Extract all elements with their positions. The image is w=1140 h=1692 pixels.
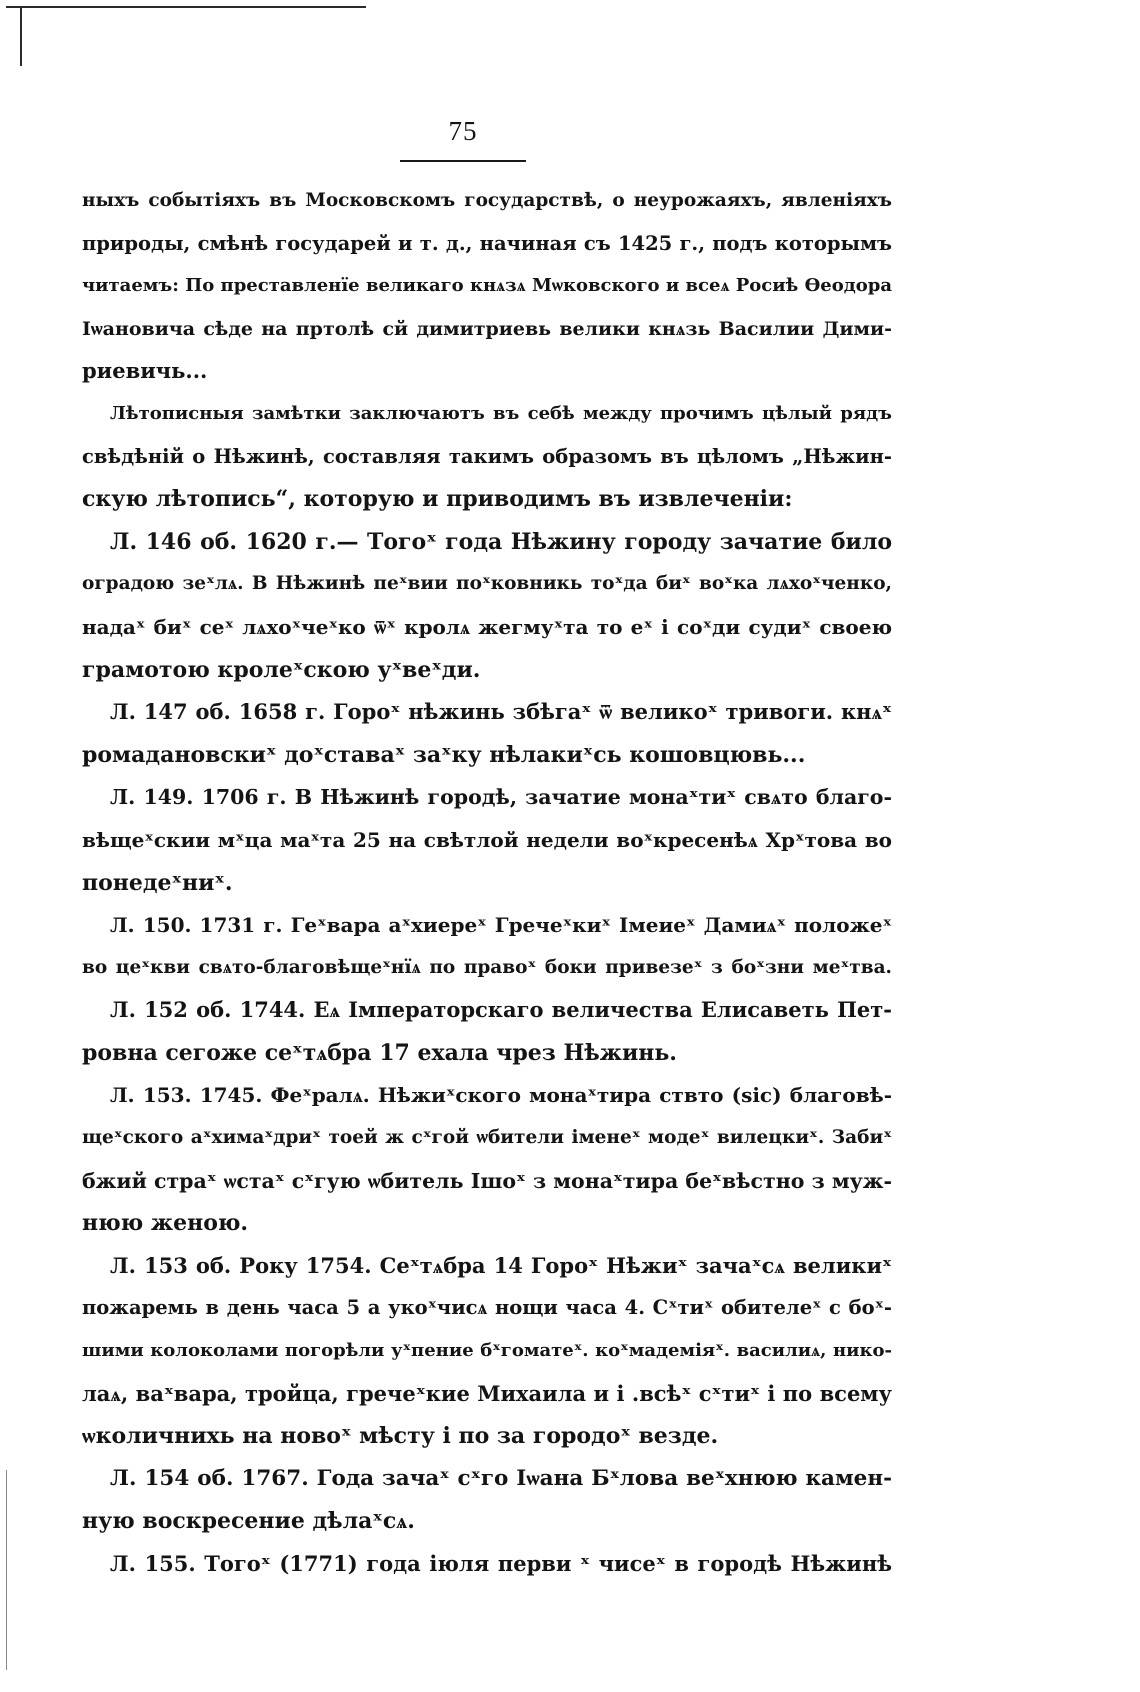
text-line-30: ѡколичниxь на новоˣ мѣсту і по за городоˣ везде. <box>82 1423 719 1450</box>
text-line-8: скую лѣтопись“, которую и приводимъ въ извлеченіи: <box>82 486 793 513</box>
text-line-20: Л. 152 об. 1744. Еѧ Імператорскаго величества Елисаветь Пет- <box>110 997 892 1023</box>
text-line-32: ную воскресение дѣлаˣсѧ. <box>82 1508 415 1535</box>
text-line-10: оградою зеˣлѧ. В Нѣжинѣ пеˣвии поˣковникь тоˣда биˣ воˣка лѧхоˣченко, <box>82 573 892 595</box>
scan-frame-left-lower <box>6 1470 7 1670</box>
text-line-13: Л. 147 об. 1658 г. Гороˣ нѣжинь збѣгаˣ ѿ великоˣ тривоги. кнѧˣ <box>110 699 892 725</box>
text-line-27: пожаремь в день часа 5 а укоˣчисѧ нощи часа 4. Сˣтиˣ обителеˣ с боˣ- <box>82 1296 892 1320</box>
page-number-rule <box>400 160 526 162</box>
text-line-23: щеˣского аˣхимаˣдриˣ тоей ж сˣгой ѡбители іменеˣ модеˣ вилецкиˣ. Забиˣ <box>82 1127 892 1149</box>
text-line-22: Л. 153. 1745. Феˣралѧ. Нѣжиˣского монаˣтира ствто (sic) благовѣ- <box>110 1083 892 1108</box>
text-line-28: шими колоколами погорѣли уˣпение бˣгоматеˣ. коˣмадеміяˣ. василиѧ, нико- <box>82 1340 892 1362</box>
text-line-6: Лѣтописныя замѣтки заключаютъ въ себѣ между прочимъ цѣлый рядъ <box>110 402 892 424</box>
text-line-33: Л. 155. Тогоˣ (1771) года іюля перви ˣ чисеˣ в городѣ Нѣжинѣ <box>110 1551 892 1576</box>
text-line-14: ромадановскиˣ доˣставаˣ заˣку нѣлакиˣсь кошовцювь... <box>82 741 806 768</box>
text-line-16: вѣщеˣскии мˣца маˣта 25 на свѣтлой недели воˣкресенѣѧ Хрˣтова во <box>82 827 892 852</box>
text-line-25: нюю женою. <box>82 1210 249 1237</box>
scan-frame-top <box>6 6 366 8</box>
text-line-3: читаемъ: По преставленїе великаго кнѧзѧ Мѡковского и всеѧ Росиѣ Ѳеодора <box>82 275 892 297</box>
text-line-4: Іѡановича сѣде на пртолѣ сй димитриевь велики кнѧзь Василии Дими- <box>82 317 892 340</box>
text-line-9: Л. 146 об. 1620 г.— Тогоˣ года Нѣжину городу зачатие било <box>110 528 892 555</box>
text-line-12: грамотою кролеˣскою уˣвеˣди. <box>82 656 481 683</box>
text-line-21: ровна сегоже сеˣтѧбра 17 ехала чрез Нѣжинь. <box>82 1039 677 1066</box>
scan-frame-left <box>20 6 22 66</box>
text-line-5: риевичь... <box>82 358 208 384</box>
text-line-17: понедеˣниˣ. <box>82 869 233 896</box>
text-line-11: надаˣ биˣ сеˣ лѧхоˣчеˣко ѿˣ кролѧ жегмуˣта то еˣ і соˣди судиˣ своею <box>82 614 892 639</box>
text-line-19: во цеˣкви свѧто-благовѣщеˣнїѧ по правоˣ боки привезеˣ з боˣзни меˣтва. <box>82 956 892 978</box>
text-line-2: природы, смѣнѣ государей и т. д., начиная съ 1425 г., подъ которымъ <box>82 231 892 255</box>
text-line-24: бжий страˣ ѡстаˣ сˣгую ѡбитель Ішоˣ з монаˣтира беˣвѣстно з муж- <box>82 1168 892 1193</box>
text-line-26: Л. 153 об. Року 1754. Сеˣтѧбра 14 Гороˣ Нѣжиˣ зачаˣсѧ великиˣ <box>110 1252 892 1278</box>
text-line-29: лаѧ, ваˣвара, тройца, гречеˣкие Михаила и і .всѣˣ сˣтиˣ і по всему <box>82 1380 892 1406</box>
page-number: 75 <box>448 116 478 146</box>
text-line-7: свѣдѣній о Нѣжинѣ, составляя такимъ образомъ въ цѣломъ „Нѣжин- <box>82 444 892 468</box>
text-line-15: Л. 149. 1706 г. В Нѣжинѣ городѣ, зачатие монаˣтиˣ свѧто благо- <box>110 785 892 810</box>
text-line-1: ныхъ событіяхъ въ Московскомъ государствѣ, о неурожаяхъ, явленіяхъ <box>82 190 892 211</box>
text-line-18: Л. 150. 1731 г. Геˣвара аˣхиереˣ Гречеˣкиˣ Імеиеˣ Дамиѧˣ положеˣ <box>110 913 892 938</box>
text-line-31: Л. 154 об. 1767. Года зачаˣ сˣго Іѡана Бˣлова веˣхнюю камен- <box>110 1465 892 1491</box>
body-text <box>82 180 892 1586</box>
